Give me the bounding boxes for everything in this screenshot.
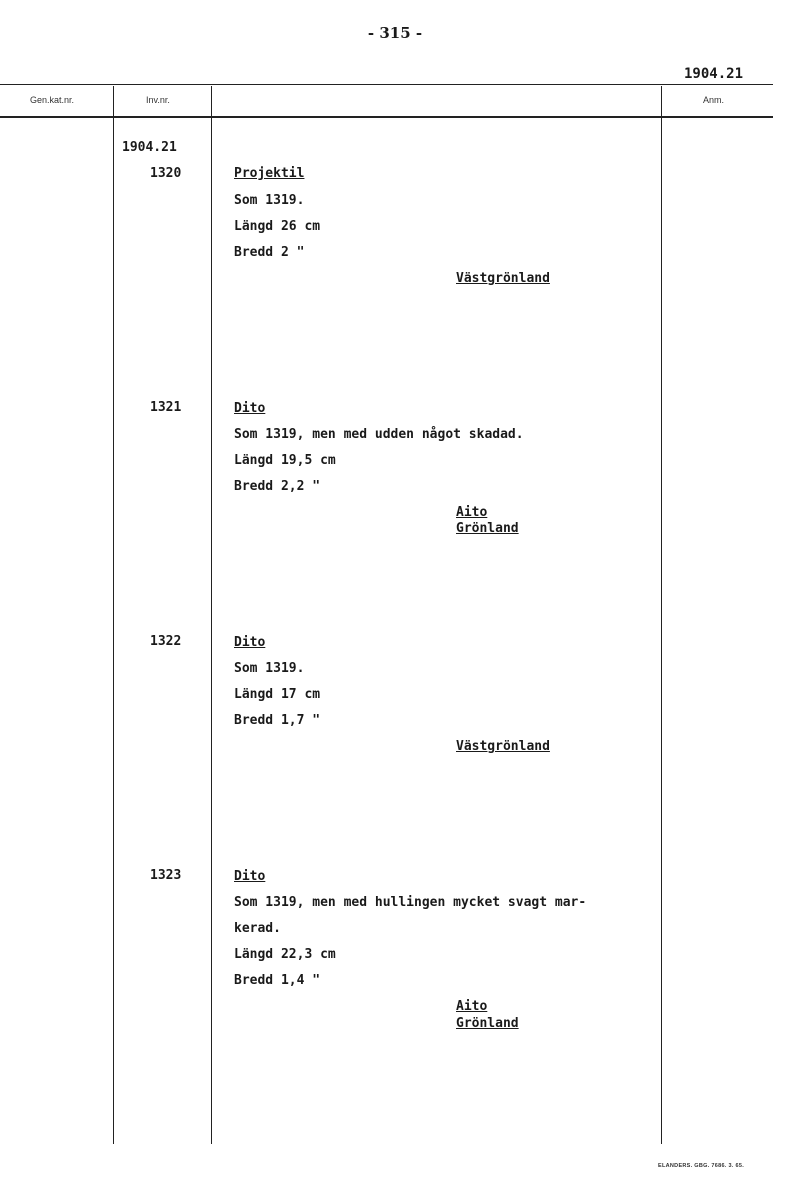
series-number-header: 1904.21 — [684, 66, 744, 82]
entry-place: Aito — [456, 505, 488, 520]
inv-number: 1322 — [150, 634, 182, 649]
entry-line: Bredd 1,4 " — [234, 973, 321, 988]
entry-place: Västgrönland — [456, 271, 550, 286]
printer-imprint: ELANDERS. GBG. 7686. 3. 65. — [658, 1163, 745, 1169]
inv-number: 1321 — [150, 400, 182, 415]
entry-line: Bredd 2,2 " — [234, 479, 321, 494]
header-top-rule — [0, 84, 773, 85]
column-divider-3 — [661, 86, 662, 1144]
column-header-gen-kat-nr: Gen.kat.nr. — [30, 95, 75, 105]
column-header-inv-nr: Inv.nr. — [146, 95, 170, 105]
entry-line: Bredd 1,7 " — [234, 713, 321, 728]
series-label: 1904.21 — [122, 140, 177, 155]
entry-line: Längd 19,5 cm — [234, 453, 336, 468]
page-number: - 315 - — [367, 24, 423, 42]
entry-line: Som 1319, men med hullingen mycket svagt mar- — [234, 895, 587, 910]
entry-line: Längd 22,3 cm — [234, 947, 336, 962]
entry-line: Som 1319, men med udden något skadad. — [234, 427, 524, 442]
entry-line: Som 1319. — [234, 193, 305, 208]
entry-line: Som 1319. — [234, 661, 305, 676]
entry-place: Aito — [456, 999, 488, 1014]
entry-title: Projektil — [234, 166, 305, 181]
entry-line: Bredd 2 " — [234, 245, 305, 260]
column-divider-2 — [211, 86, 212, 1144]
entry-place: Grönland — [456, 521, 519, 536]
entry-title: Dito — [234, 635, 266, 650]
entry-place: Grönland — [456, 1016, 519, 1031]
inv-number: 1320 — [150, 166, 182, 181]
entry-title: Dito — [234, 869, 266, 884]
inv-number: 1323 — [150, 868, 182, 883]
entry-line: Längd 17 cm — [234, 687, 321, 702]
header-bottom-rule — [0, 116, 773, 118]
column-divider-1 — [113, 86, 114, 1144]
entry-title: Dito — [234, 401, 266, 416]
entry-place: Västgrönland — [456, 739, 550, 754]
column-header-anm: Anm. — [703, 95, 725, 105]
entry-line: kerad. — [234, 921, 281, 936]
entry-line: Längd 26 cm — [234, 219, 321, 234]
